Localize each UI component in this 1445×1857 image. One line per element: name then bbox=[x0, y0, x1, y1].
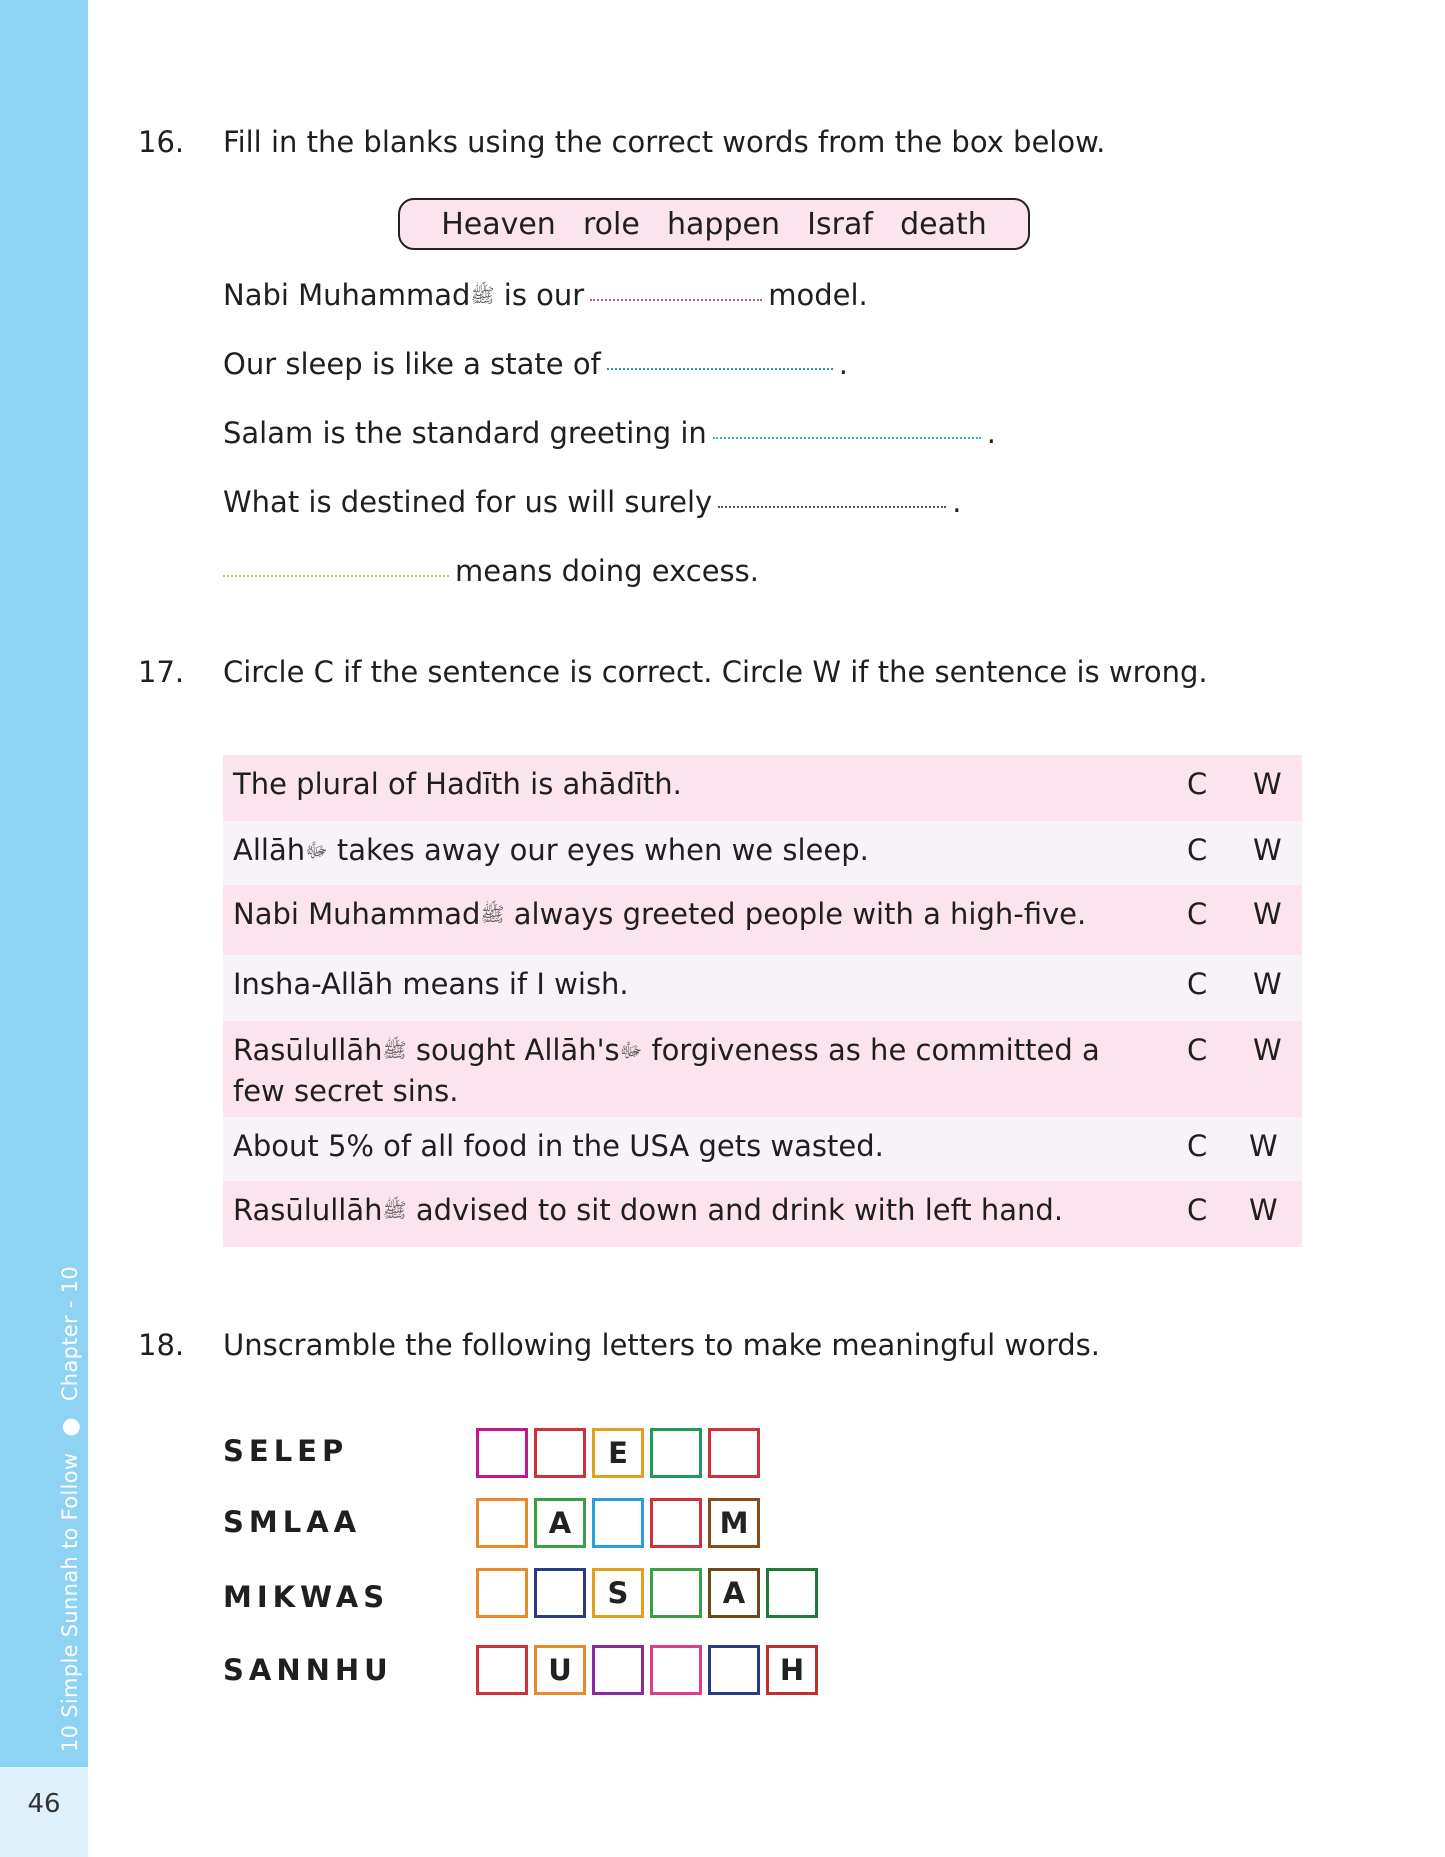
page-number: 46 bbox=[27, 1789, 61, 1819]
answer-blank[interactable] bbox=[713, 435, 981, 439]
scrambled-word: SELEP bbox=[223, 1434, 349, 1468]
letter-box[interactable]: H bbox=[766, 1645, 818, 1695]
fill-sentence-5 bbox=[223, 554, 759, 588]
letter-box[interactable] bbox=[650, 1645, 702, 1695]
sidebar bbox=[0, 0, 88, 1857]
letter-box[interactable] bbox=[476, 1428, 528, 1478]
letter-box[interactable] bbox=[650, 1428, 702, 1478]
q17-number: 17. bbox=[138, 655, 185, 689]
letter-box-row bbox=[476, 1645, 818, 1695]
sentence-text: is our bbox=[503, 278, 585, 312]
answer-blank[interactable] bbox=[718, 504, 946, 508]
option-w[interactable]: W bbox=[1253, 767, 1282, 801]
letter-box[interactable] bbox=[476, 1645, 528, 1695]
letter-box[interactable] bbox=[592, 1498, 644, 1548]
sentence-text: Salam is the standard greeting in bbox=[223, 416, 707, 450]
letter-box[interactable] bbox=[650, 1498, 702, 1548]
letter-box[interactable] bbox=[592, 1645, 644, 1695]
letter-box[interactable] bbox=[534, 1568, 586, 1618]
true-false-table bbox=[223, 755, 1302, 1247]
fill-sentence-3 bbox=[223, 416, 996, 450]
letter-box[interactable] bbox=[708, 1645, 760, 1695]
statement: The plural of Hadīth is ahādīth. bbox=[233, 767, 682, 801]
table-row bbox=[223, 821, 1302, 885]
answer-blank[interactable] bbox=[607, 366, 833, 370]
sentence-text: . bbox=[986, 416, 996, 450]
option-c[interactable]: C bbox=[1187, 1033, 1208, 1067]
scrambled-word: SMLAA bbox=[223, 1505, 362, 1539]
option-c[interactable]: C bbox=[1187, 767, 1208, 801]
option-c[interactable]: C bbox=[1187, 1193, 1208, 1227]
q18-instruction: Unscramble the following letters to make meaningful words. bbox=[223, 1328, 1100, 1362]
table-row bbox=[223, 1021, 1302, 1117]
answer-blank[interactable] bbox=[590, 297, 762, 301]
statement: About 5% of all food in the USA gets wasted. bbox=[233, 1129, 884, 1163]
letter-box-row bbox=[476, 1568, 818, 1618]
book-title: 10 Simple Sunnah to Follow bbox=[58, 1452, 82, 1752]
sentence-text: Nabi Muhammad bbox=[223, 278, 471, 312]
option-c[interactable]: C bbox=[1187, 967, 1208, 1001]
q16-number: 16. bbox=[138, 125, 185, 159]
table-row bbox=[223, 1117, 1302, 1181]
table-row bbox=[223, 1181, 1302, 1247]
statement: Insha-Allāh means if I wish. bbox=[233, 967, 629, 1001]
pbuh-glyph: ﷺ bbox=[382, 1038, 407, 1062]
word-option: death bbox=[900, 206, 987, 242]
option-w[interactable]: W bbox=[1253, 967, 1282, 1001]
fill-sentence-4 bbox=[223, 485, 961, 519]
separator-dot: ● bbox=[58, 1417, 83, 1437]
word-option: Israf bbox=[807, 206, 873, 242]
scrambled-word: SANNHU bbox=[223, 1653, 393, 1687]
pbuh-glyph: ﷺ bbox=[382, 1198, 407, 1222]
sentence-text: . bbox=[838, 347, 848, 381]
q18-number: 18. bbox=[138, 1328, 185, 1362]
word-option: happen bbox=[667, 206, 780, 242]
letter-box[interactable] bbox=[650, 1568, 702, 1618]
pbuh-glyph: ﷺ bbox=[470, 283, 495, 307]
letter-box[interactable]: A bbox=[534, 1498, 586, 1548]
sentence-text: . bbox=[952, 485, 962, 519]
letter-box[interactable] bbox=[476, 1568, 528, 1618]
table-row bbox=[223, 755, 1302, 821]
scrambled-word: MIKWAS bbox=[223, 1580, 390, 1614]
option-w[interactable]: W bbox=[1249, 1193, 1278, 1227]
option-c[interactable]: C bbox=[1187, 833, 1208, 867]
option-w[interactable]: W bbox=[1253, 1033, 1282, 1067]
chapter-label: Chapter - 10 bbox=[58, 1265, 82, 1402]
word-option: Heaven bbox=[441, 206, 556, 242]
letter-box[interactable] bbox=[766, 1568, 818, 1618]
statement: Nabi Muhammadﷺ always greeted people with a high-five. bbox=[233, 897, 1087, 931]
option-c[interactable]: C bbox=[1187, 897, 1208, 931]
letter-box[interactable]: A bbox=[708, 1568, 760, 1618]
fill-sentence-2 bbox=[223, 347, 848, 381]
sentence-text: model. bbox=[768, 278, 868, 312]
sentence-text: means doing excess. bbox=[455, 554, 759, 588]
sidebar-running-title bbox=[58, 1266, 83, 1752]
pbuh-glyph: ﷺ bbox=[480, 902, 505, 926]
answer-blank[interactable] bbox=[223, 573, 449, 577]
sentence-text: Our sleep is like a state of bbox=[223, 347, 601, 381]
statement: Rasūlullāhﷺ sought Allāh'sﷻ forgiveness as he committed a few secret sins. bbox=[233, 1033, 1100, 1108]
table-row bbox=[223, 885, 1302, 955]
option-w[interactable]: W bbox=[1253, 897, 1282, 931]
option-c[interactable]: C bbox=[1187, 1129, 1208, 1163]
letter-box-row bbox=[476, 1498, 760, 1548]
option-w[interactable]: W bbox=[1249, 1129, 1278, 1163]
fill-sentence-1 bbox=[223, 278, 868, 315]
letter-box[interactable]: M bbox=[708, 1498, 760, 1548]
letter-box-row bbox=[476, 1428, 760, 1478]
letter-box[interactable] bbox=[476, 1498, 528, 1548]
option-w[interactable]: W bbox=[1253, 833, 1282, 867]
table-row bbox=[223, 955, 1302, 1021]
letter-box[interactable]: E bbox=[592, 1428, 644, 1478]
letter-box[interactable]: U bbox=[534, 1645, 586, 1695]
swt-glyph: ﷻ bbox=[305, 838, 328, 862]
sentence-text: What is destined for us will surely bbox=[223, 485, 713, 519]
letter-box[interactable] bbox=[708, 1428, 760, 1478]
q17-instruction: Circle C if the sentence is correct. Circle W if the sentence is wrong. bbox=[223, 655, 1208, 689]
statement: Allāhﷻ takes away our eyes when we sleep. bbox=[233, 833, 869, 867]
statement: Rasūlullāhﷺ advised to sit down and drink with left hand. bbox=[233, 1193, 1064, 1227]
word-box bbox=[398, 198, 1030, 250]
letter-box[interactable] bbox=[534, 1428, 586, 1478]
q16-instruction: Fill in the blanks using the correct words from the box below. bbox=[223, 125, 1106, 159]
word-option: role bbox=[583, 206, 640, 242]
letter-box[interactable]: S bbox=[592, 1568, 644, 1618]
swt-glyph: ﷻ bbox=[619, 1038, 643, 1062]
